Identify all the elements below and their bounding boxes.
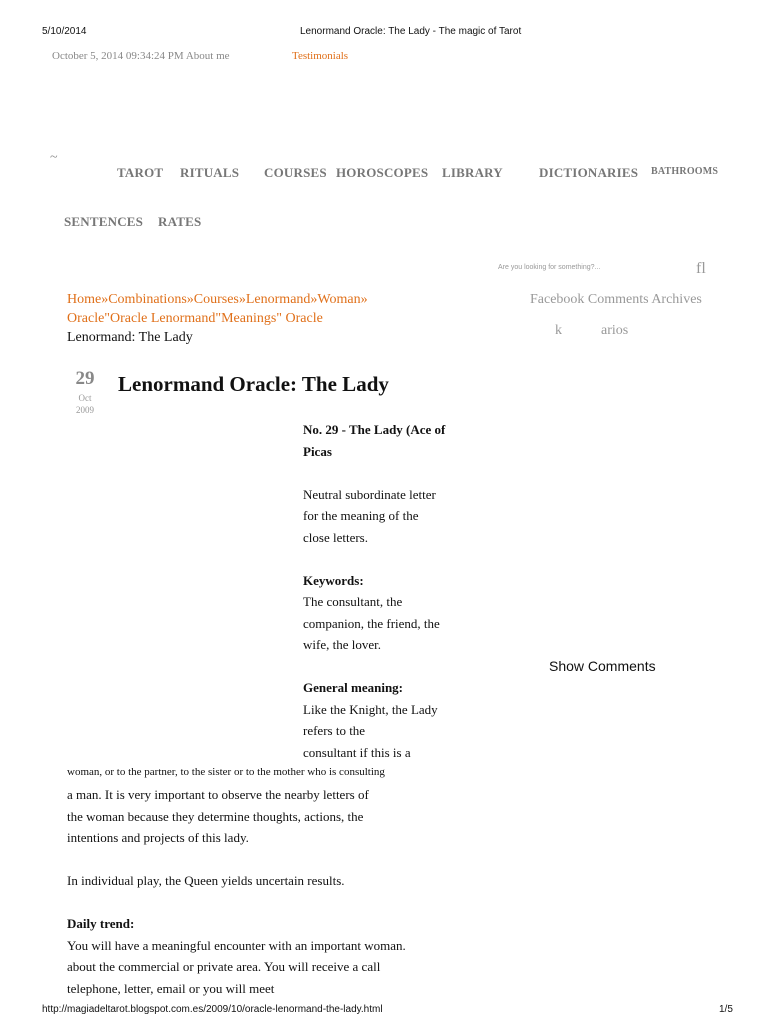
post-column	[303, 419, 503, 763]
search-input[interactable]: Are you looking for something?...	[498, 264, 601, 271]
nav-bathrooms[interactable]: BATHROOMS	[651, 166, 719, 177]
general-meaning-line: Like the Knight, the Lady	[303, 701, 438, 717]
post-title: Lenormand Oracle: The Lady	[118, 372, 389, 396]
intro-line: Neutral subordinate letter	[303, 486, 436, 502]
print-date: 5/10/2014	[42, 26, 87, 37]
breadcrumb-current: Lenormand: The Lady	[67, 330, 193, 345]
card-heading-line-2: Picas	[303, 443, 332, 459]
daily-trend-label: Daily trend:	[67, 916, 135, 931]
wide-line: intentions and projects of this lady.	[67, 830, 249, 845]
top-timestamp-about[interactable]: October 5, 2014 09:34:24 PM About me	[52, 50, 230, 62]
print-footer-page: 1/5	[719, 1004, 733, 1015]
nav-rates[interactable]: RATES	[158, 214, 202, 229]
nav-tarot[interactable]: TAROT	[117, 165, 164, 180]
breadcrumb-line-2[interactable]: Oracle"Oracle Lenormand"Meanings" Oracle	[67, 311, 323, 326]
card-heading-line-1: No. 29 - The Lady (Ace of	[303, 422, 446, 437]
nav-courses[interactable]: COURSES	[264, 165, 327, 180]
breadcrumb-line-1[interactable]: Home»Combinations»Courses»Lenormand»Woman»	[67, 292, 368, 307]
tilde-glyph: ~	[50, 150, 58, 165]
post-date-year: 2009	[76, 405, 94, 415]
general-meaning-line: consultant if this is a	[303, 744, 411, 760]
wide-line: a man. It is very important to observe the nearby letters of	[67, 787, 369, 802]
search-icon[interactable]: fl	[696, 260, 706, 277]
intro-line: close letters.	[303, 529, 368, 545]
show-comments-button[interactable]: Show Comments	[549, 658, 656, 674]
keywords-line: companion, the friend, the	[303, 615, 440, 631]
keywords-line: wife, the lover.	[303, 637, 381, 652]
general-meaning-label: General meaning:	[303, 680, 404, 695]
post-date-month: Oct	[78, 393, 92, 403]
sidebar-k: k	[555, 323, 562, 338]
daily-trend-line: telephone, letter, email or you will meet	[67, 980, 275, 996]
sidebar-facebook-archives[interactable]: Facebook Comments Archives	[530, 292, 702, 307]
wide-small-line: woman, or to the partner, to the sister or to the mother who is consulting	[67, 766, 385, 778]
nav-rituals[interactable]: RITUALS	[180, 165, 240, 180]
intro-line: for the meaning of the	[303, 508, 419, 523]
keywords-line: The consultant, the	[303, 594, 403, 609]
post-date-day: 29	[75, 368, 95, 389]
nav-dictionaries[interactable]: DICTIONARIES	[539, 165, 639, 180]
post-wide-text	[67, 784, 487, 999]
wide-line: the woman because they determine thoughts, actions, the	[67, 808, 364, 824]
daily-trend-line: about the commercial or private area. You will receive a call	[67, 959, 381, 974]
nav-sentences[interactable]: SENTENCES	[64, 214, 144, 229]
nav-horoscopes[interactable]: HOROSCOPES	[336, 165, 429, 180]
sidebar-arios: arios	[601, 323, 629, 338]
testimonials-link[interactable]: Testimonials	[292, 50, 349, 62]
daily-trend-line: You will have a meaningful encounter with an important woman.	[67, 937, 406, 953]
nav-library[interactable]: LIBRARY	[442, 165, 503, 180]
individual-play-line: In individual play, the Queen yields uncertain results.	[67, 873, 345, 888]
keywords-label: Keywords:	[303, 572, 364, 588]
print-title: Lenormand Oracle: The Lady - The magic of Tarot	[300, 26, 522, 37]
general-meaning-line: refers to the	[303, 723, 366, 738]
print-footer-url: http://magiadeltarot.blogspot.com.es/2009/10/oracle-lenormand-the-lady.html	[42, 1004, 383, 1015]
